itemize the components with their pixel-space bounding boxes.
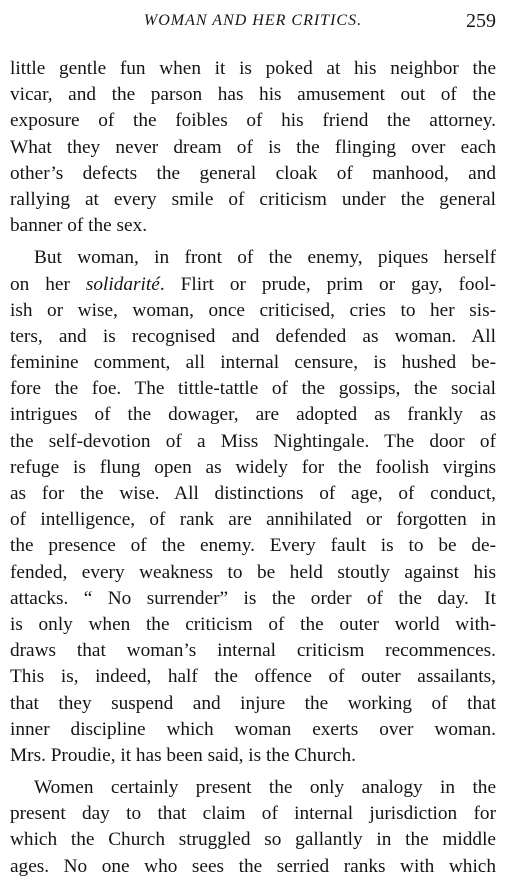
text-line: Women certainly present the only analogy in the — [34, 777, 496, 799]
text-line: is only when the criticism of the outer world with- — [10, 613, 496, 635]
text-line: banner of the sex. — [10, 215, 148, 237]
text-line: on her solidarité. Flirt or prude, prim or gay, fool- — [10, 273, 496, 295]
text-line: the presence of the enemy. Every fault is to be de- — [10, 535, 496, 557]
text-line: draws that woman’s internal criticism recommences. — [10, 640, 496, 662]
text-line: other’s defects the general cloak of manhood, and — [10, 162, 496, 184]
text-line: What they never dream of is the flinging over each — [10, 136, 496, 158]
text-line: fore the foe. The tittle-tattle of the gossips, the social — [10, 378, 496, 400]
running-title: WOMAN AND HER CRITICS. — [143, 12, 363, 29]
text-line: This is, indeed, half the offence of outer assailants, — [10, 666, 496, 688]
text-line: vicar, and the parson has his amusement out of the — [10, 84, 496, 106]
text-line: of intelligence, of rank are annihilated or forgotten in — [10, 509, 496, 531]
text-line: Mrs. Proudie, it has been said, is the Church. — [10, 744, 356, 766]
text-line: little gentle fun when it is poked at his neighbor the — [10, 58, 496, 79]
paragraph — [10, 245, 496, 769]
text-line: ish or wise, woman, once criticised, cries to her sis- — [10, 299, 496, 321]
text-line: as for the wise. All distinctions of age, of conduct, — [10, 483, 496, 504]
text-line: fended, every weakness to be held stoutly against his — [10, 561, 496, 583]
text-line: refuge is flung open as widely for the foolish virgins — [10, 456, 496, 478]
running-head — [10, 10, 496, 36]
text-line: feminine comment, all internal censure, is hushed be- — [10, 352, 496, 374]
text-line: the self-devotion of a Miss Nightingale. The door of — [10, 430, 496, 452]
text-line: But woman, in front of the enemy, piques herself — [34, 247, 496, 269]
text-line: ages. No one who sees the serried ranks with which — [10, 855, 496, 877]
text-line: exposure of the foibles of his friend the attorney. — [10, 110, 496, 132]
text-line: intrigues of the dowager, are adopted as frankly as — [10, 404, 496, 426]
page-number: 259 — [466, 10, 496, 32]
text-line: which the Church struggled so gallantly in the middle — [10, 829, 496, 851]
paragraph — [10, 775, 496, 880]
text-line: ters, and is recognised and defended as woman. All — [10, 325, 496, 347]
text-line: present day to that claim of internal jurisdiction for — [10, 803, 496, 825]
text-line: inner discipline which woman exerts over woman. — [10, 718, 496, 740]
paragraph — [10, 56, 496, 239]
text-line: rallying at every smile of criticism under the general — [10, 188, 496, 210]
text-line: attacks. “ No surrender” is the order of the day. It — [10, 587, 496, 609]
body-text — [10, 56, 496, 880]
text-line: that they suspend and injure the working of that — [10, 692, 496, 714]
